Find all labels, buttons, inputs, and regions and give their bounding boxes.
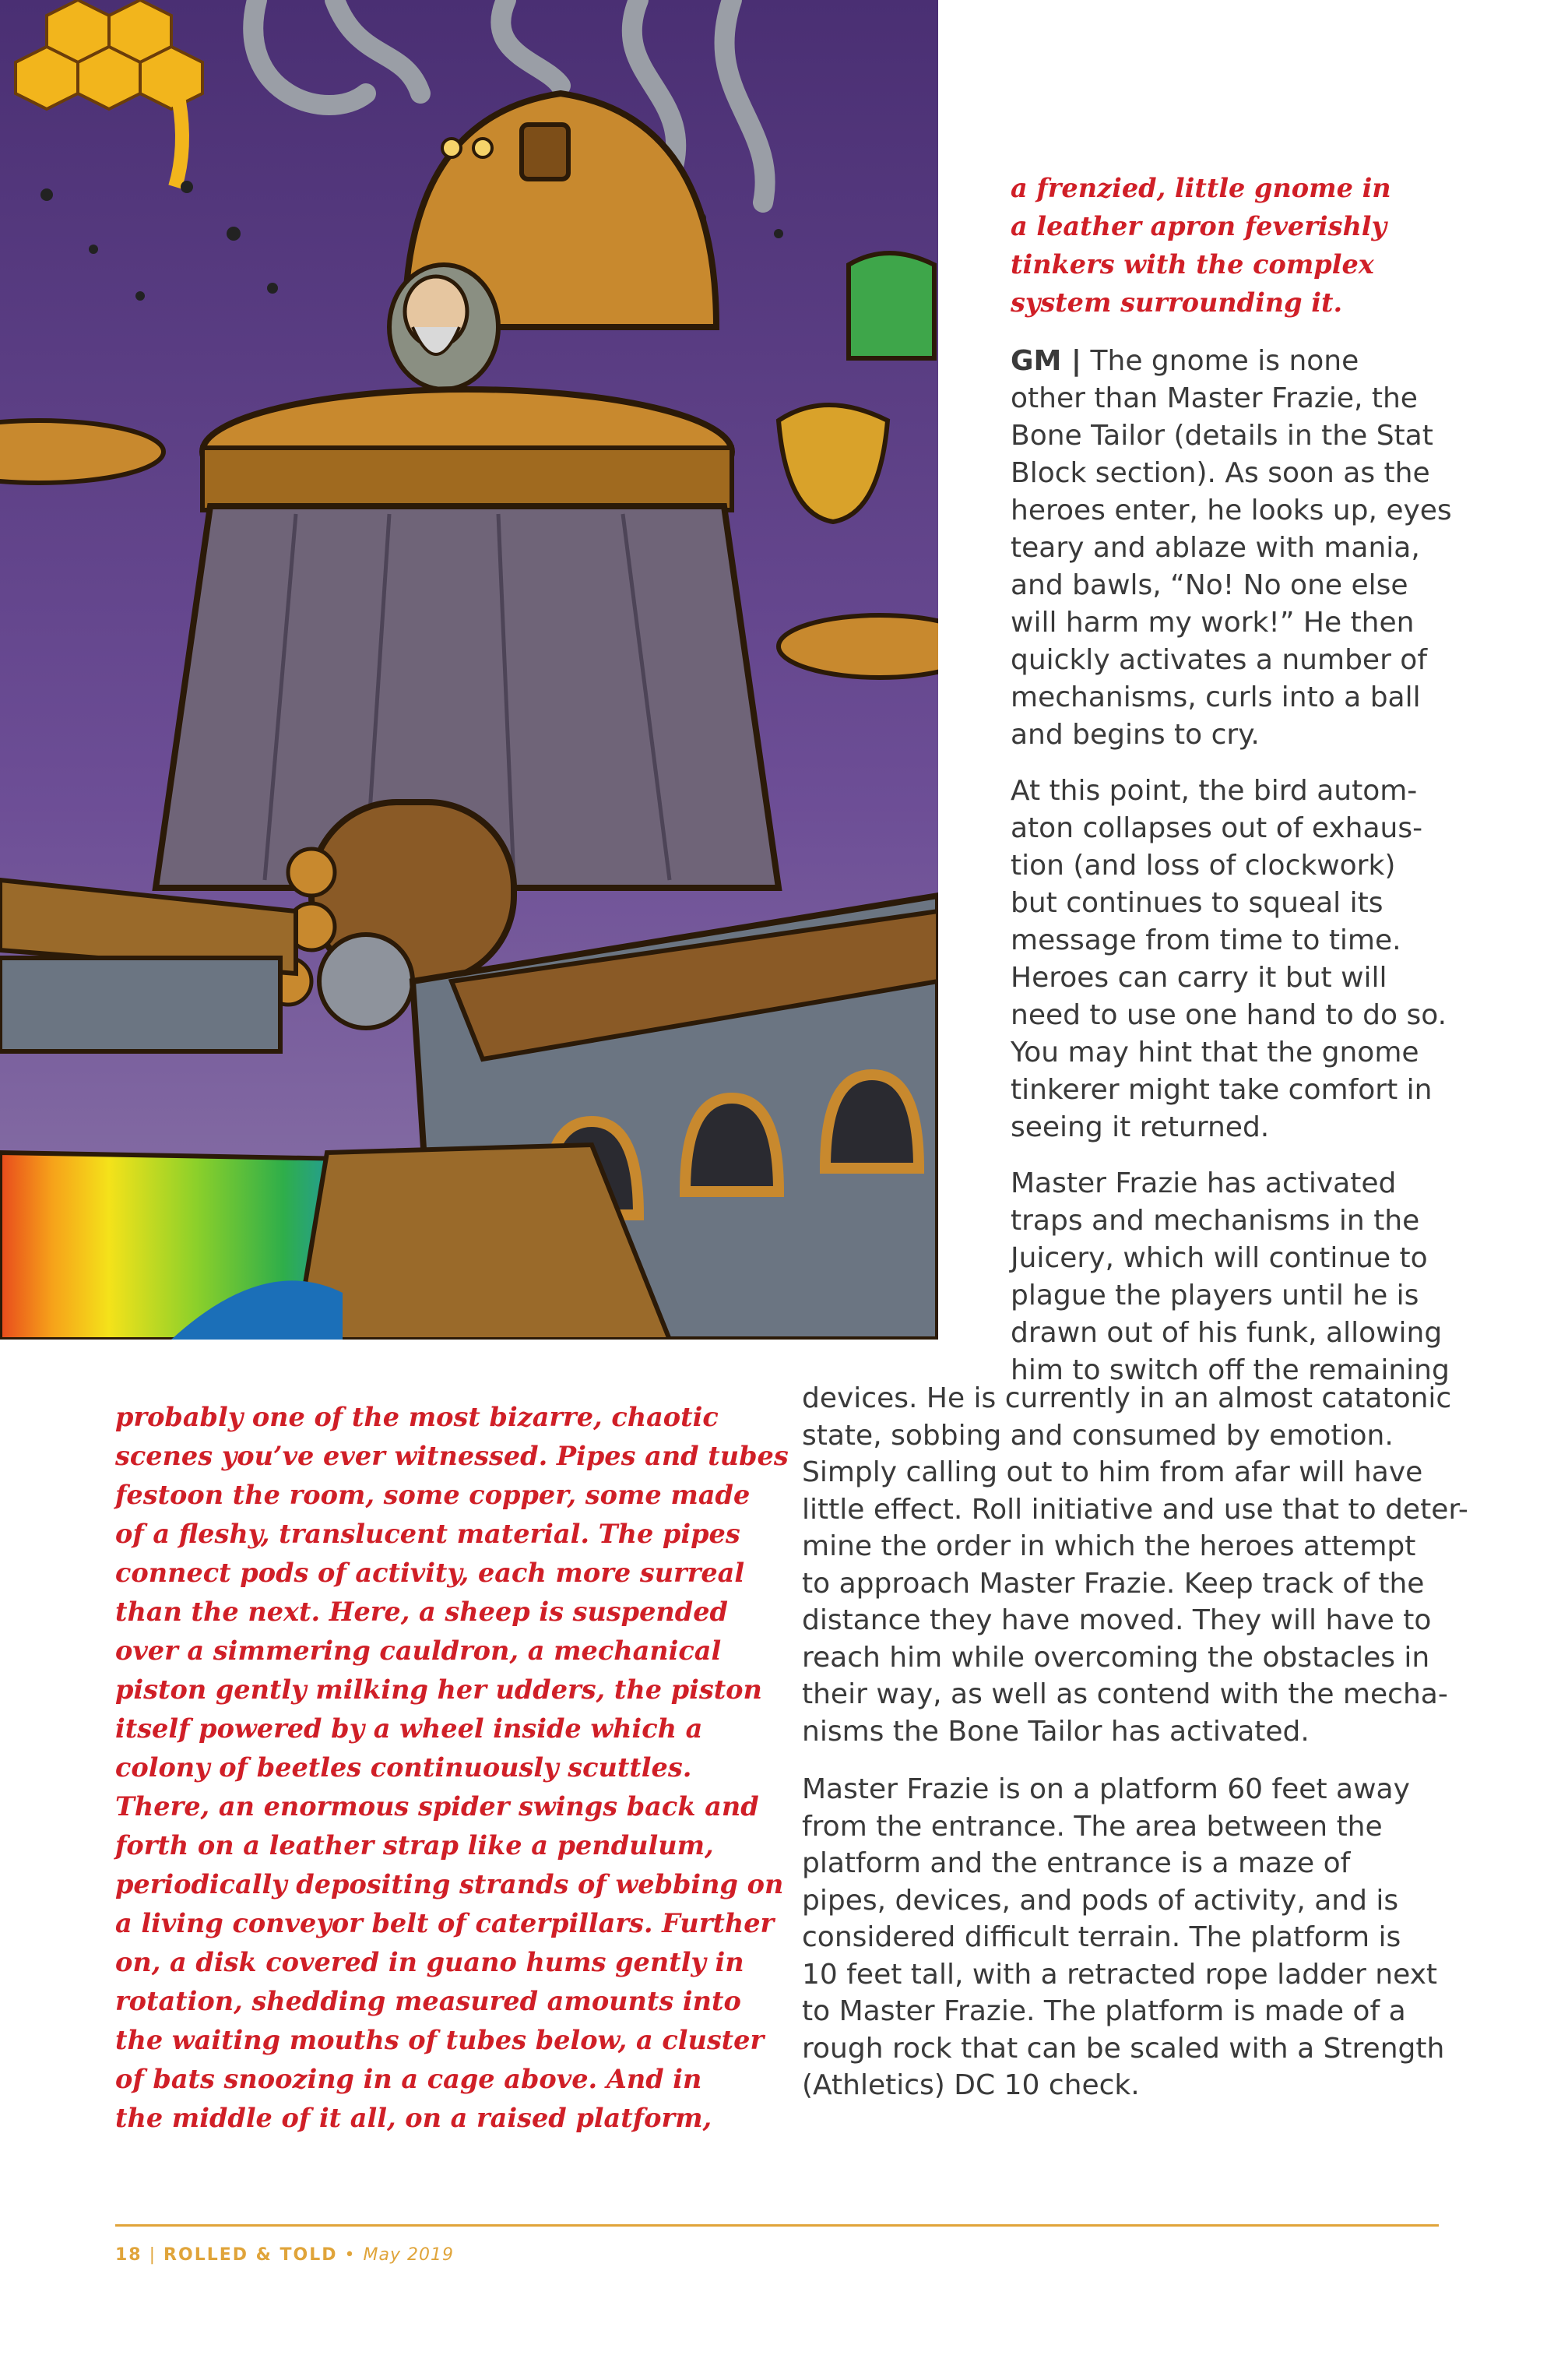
text-line: other than Master Frazie, the: [1011, 382, 1418, 414]
text-line: to Master Frazie. The platform is made of a: [802, 1995, 1406, 2027]
text-line: At this point, the bird autom-: [1011, 775, 1418, 807]
callout-line: scenes you’ve ever witnessed. Pipes and tubes: [115, 1441, 789, 1471]
text-line: state, sobbing and consumed by emotion.: [802, 1419, 1394, 1452]
callout-line: rotation, shedding measured amounts into: [115, 1986, 741, 2016]
footer-bullet: •: [344, 2245, 357, 2265]
text-line: from the entrance. The area between the: [802, 1810, 1383, 1843]
publication-name: ROLLED & TOLD: [163, 2245, 338, 2265]
text-line: considered difficult terrain. The platform is: [802, 1921, 1401, 1953]
text-line: plague the players until he is: [1011, 1280, 1419, 1311]
text-line: and bawls, “No! No one else: [1011, 569, 1408, 601]
callout-scene-description: [115, 1398, 789, 2138]
text-line: heroes enter, he looks up, eyes: [1011, 495, 1452, 526]
text-line: reach him while overcoming the obstacles in: [802, 1641, 1430, 1674]
text-line: message from time to time.: [1011, 924, 1401, 956]
callout-line: a frenzied, little gnome in: [1011, 173, 1391, 203]
callout-line: the waiting mouths of tubes below, a cluster: [115, 2025, 765, 2055]
callout-line: system surrounding it.: [1011, 287, 1343, 318]
callout-line: a living conveyor belt of caterpillars. Further: [115, 1908, 775, 1938]
platform-paragraph: [802, 1771, 1464, 2104]
callout-line: of bats snoozing in a cage above. And in: [115, 2064, 702, 2094]
callout-line: itself powered by a wheel inside which a: [115, 1713, 703, 1744]
lower-right-body: [802, 1380, 1468, 2125]
text-line: Master Frazie has activated: [1011, 1167, 1397, 1199]
text-line: traps and mechanisms in the: [1011, 1205, 1420, 1237]
text-line: Heroes can carry it but will: [1011, 962, 1387, 994]
text-line: rough rock that can be scaled with a Strength: [802, 2032, 1445, 2065]
footer-rule: [115, 2224, 1439, 2227]
text-line: quickly activates a number of: [1011, 644, 1428, 676]
text-line: platform and the entrance is a maze of: [802, 1847, 1351, 1879]
text-line: Block section). As soon as the: [1011, 457, 1430, 489]
text-line: distance they have moved. They will have to: [802, 1604, 1432, 1636]
callout-gnome-intro: [1011, 169, 1462, 322]
callout-line: a leather apron feverishly: [1011, 211, 1387, 241]
callout-line: piston gently milking her udders, the piston: [115, 1674, 762, 1705]
traps-paragraph: [1011, 1165, 1454, 1389]
text-line: teary and ablaze with mania,: [1011, 532, 1420, 564]
callout-line: over a simmering cauldron, a mechanical: [115, 1635, 722, 1666]
callout-line: forth on a leather strap like a pendulum,: [115, 1830, 714, 1861]
text-line: Juicery, which will continue to: [1011, 1242, 1428, 1274]
text-line: tion (and loss of clockwork): [1011, 850, 1396, 882]
callout-line: than the next. Here, a sheep is suspended: [115, 1597, 728, 1627]
text-line: to approach Master Frazie. Keep track of the: [802, 1567, 1425, 1600]
text-line: (Athletics) DC 10 check.: [802, 2069, 1140, 2101]
text-line: tinkerer might take comfort in: [1011, 1074, 1433, 1106]
callout-line: tinkers with the complex: [1011, 249, 1374, 280]
callout-line: probably one of the most bizarre, chaotic: [115, 1402, 719, 1432]
text-line: little effect. Roll initiative and use that to deter-: [802, 1493, 1468, 1526]
text-line: but continues to squeal its: [1011, 887, 1384, 919]
callout-line: connect pods of activity, each more surreal: [115, 1558, 745, 1588]
text-line: and begins to cry.: [1011, 719, 1260, 751]
text-line: Bone Tailor (details in the Stat: [1011, 420, 1433, 452]
callout-line: There, an enormous spider swings back and: [115, 1791, 759, 1822]
text-line: pipes, devices, and pods of activity, and is: [802, 1884, 1399, 1917]
callout-line: colony of beetles continuously scuttles.: [115, 1752, 692, 1783]
footer-separator: |: [149, 2245, 157, 2265]
text-line: The gnome is none: [1090, 345, 1359, 377]
issue-date: May 2019: [363, 2245, 454, 2265]
text-line: will harm my work!” He then: [1011, 607, 1415, 639]
gm-label: GM |: [1011, 345, 1082, 377]
traps-paragraph-continued: [802, 1380, 1468, 1750]
automaton-paragraph: [1011, 773, 1454, 1146]
text-line: seeing it returned.: [1011, 1111, 1270, 1143]
text-line: aton collapses out of exhaus-: [1011, 812, 1423, 844]
callout-line: festoon the room, some copper, some made: [115, 1480, 751, 1510]
callout-line: of a fleshy, translucent material. The pipes: [115, 1519, 740, 1549]
callout-line: the middle of it all, on a raised platform,: [115, 2103, 712, 2133]
text-line: Master Frazie is on a platform 60 feet away: [802, 1773, 1410, 1805]
right-column-body: [1011, 343, 1454, 1408]
page-number: 18: [115, 2245, 142, 2265]
text-line: 10 feet tall, with a retracted rope ladder next: [802, 1958, 1438, 1991]
text-line: mechanisms, curls into a ball: [1011, 681, 1421, 713]
text-line: drawn out of his funk, allowing: [1011, 1317, 1443, 1349]
page-footer: [115, 2245, 454, 2265]
callout-line: periodically depositing strands of webbing on: [115, 1869, 784, 1899]
callout-line: on, a disk covered in guano hums gently in: [115, 1947, 744, 1977]
text-line: him to switch off the remaining: [1011, 1354, 1450, 1386]
text-line: their way, as well as contend with the mecha-: [802, 1678, 1448, 1710]
text-line: mine the order in which the heroes attempt: [802, 1530, 1416, 1562]
text-line: nisms the Bone Tailor has activated.: [802, 1715, 1310, 1748]
text-line: You may hint that the gnome: [1011, 1037, 1419, 1069]
text-line: devices. He is currently in an almost catatonic: [802, 1382, 1452, 1414]
gnome-workshop-illustration: [0, 0, 938, 1340]
text-line: need to use one hand to do so.: [1011, 999, 1447, 1031]
gm-paragraph: [1011, 343, 1454, 754]
text-line: Simply calling out to him from afar will have: [802, 1456, 1423, 1488]
